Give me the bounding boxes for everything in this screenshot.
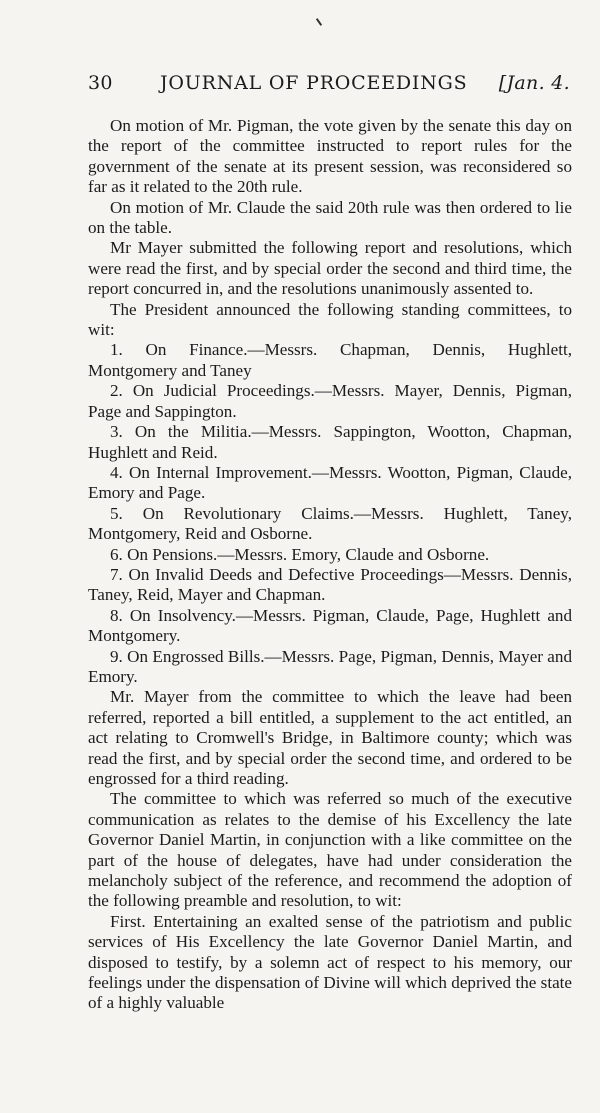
committee-item-finance: 1. On Finance.—Messrs. Chapman, Dennis, Hughlett, Montgomery and Taney <box>88 340 572 380</box>
paragraph-committees-announced: The President announced the following standing committees, to wit: <box>88 299 572 340</box>
paragraph-vote-reconsidered: On motion of Mr. Pigman, the vote given by the senate this day on the report of the committee instructed to report rules for the government of the senate at its present session, was reconsidered so far as it related to the 20th rule. <box>88 116 572 197</box>
committee-item-militia: 3. On the Militia.—Messrs. Sappington, Wootton, Chapman, Hughlett and Reid. <box>88 422 572 462</box>
committee-item-engrossed-bills: 9. On Engrossed Bills.—Messrs. Page, Pigman, Dennis, Mayer and Emory. <box>88 646 572 686</box>
ink-speck <box>316 18 322 26</box>
body-text <box>88 116 572 1014</box>
committee-item-insolvency: 8. On Insolvency.—Messrs. Pigman, Claude, Page, Hughlett and Montgomery. <box>88 605 572 646</box>
committee-item-internal-improvement: 4. On Internal Improvement.—Messrs. Wootton, Pigman, Claude, Emory and Page. <box>88 462 572 503</box>
paragraph-bridge-bill: Mr. Mayer from the committee to which the leave had been referred, reported a bill entitled, a supplement to the act entitled, an act relating to Cromwell's Bridge, in Baltimore county; which was read the first, and by special order the second time, and ordered to be engrossed for a third reading. <box>88 687 572 788</box>
committee-item-pensions: 6. On Pensions.—Messrs. Emory, Claude and Osborne. <box>110 544 490 564</box>
paragraph-report-submitted: Mr Mayer submitted the following report and resolutions, which were read the first, and by special order the second and third time, the report concurred in, and the resolutions unanimously assented to. <box>88 238 572 299</box>
committee-item-judicial: 2. On Judicial Proceedings.—Messrs. Mayer, Dennis, Pigman, Page and Sappington. <box>88 381 572 421</box>
paragraph-rule-tabled: On motion of Mr. Claude the said 20th rule was then ordered to lie on the table. <box>88 197 572 238</box>
paragraph-resolution-first: First. Entertaining an exalted sense of the patriotism and public services of His Excellency the late Governor Daniel Martin, and disposed to testify, by a solemn act of respect to his memory, our feelings under the dispensation of Divine will which deprived the state of a highly valuable <box>88 911 572 1013</box>
running-title: JOURNAL OF PROCEEDINGS <box>160 72 468 94</box>
committee-item-invalid-deeds: 7. On Invalid Deeds and Defective Proceedings—Messrs. Dennis, Taney, Reid, Mayer and Chapman. <box>88 564 572 605</box>
page-number: 30 <box>88 72 113 94</box>
running-header <box>88 72 574 102</box>
header-date: [Jan. 4. <box>498 72 570 94</box>
paragraph-governor-committee: The committee to which was referred so much of the executive communication as relates to the demise of his Excellency the late Governor Daniel Martin, in conjunction with a like committee on the part of the house of delegates, have had under consideration the melancholy subject of the reference, and recommend the adoption of the following preamble and resolution, to wit: <box>88 789 572 911</box>
committee-item-revolutionary-claims: 5. On Revolutionary Claims.—Messrs. Hughlett, Taney, Montgomery, Reid and Osborne. <box>88 503 572 544</box>
